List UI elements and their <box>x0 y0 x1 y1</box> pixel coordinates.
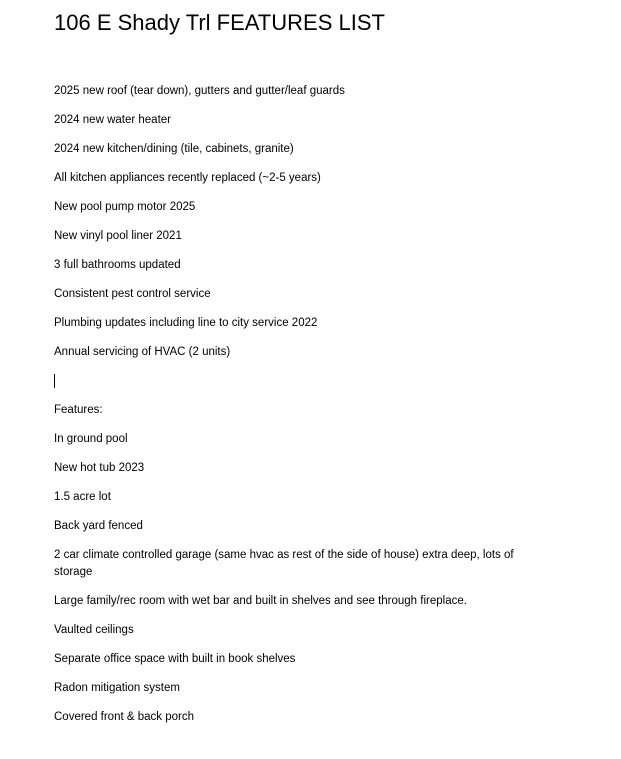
update-item: 2024 new water heater <box>54 114 171 126</box>
feature-item: Separate office space with built in book shelves <box>54 653 296 665</box>
feature-item: Radon mitigation system <box>54 682 180 694</box>
update-item: Consistent pest control service <box>54 288 211 300</box>
feature-item: Large family/rec room with wet bar and built in shelves and see through fireplace. <box>54 595 467 607</box>
feature-item: Vaulted ceilings <box>54 624 134 636</box>
feature-item: In ground pool <box>54 433 128 445</box>
document-title: 106 E Shady Trl FEATURES LIST <box>54 10 385 35</box>
update-item: 3 full bathrooms updated <box>54 259 181 271</box>
feature-item: Covered front & back porch <box>54 711 194 723</box>
update-item: 2025 new roof (tear down), gutters and gutter/leaf guards <box>54 85 345 97</box>
update-item: New pool pump motor 2025 <box>54 201 196 213</box>
feature-item: New hot tub 2023 <box>54 462 145 474</box>
text-cursor[interactable] <box>54 374 55 388</box>
update-item: Plumbing updates including line to city service 2022 <box>54 317 318 329</box>
update-item: New vinyl pool liner 2021 <box>54 230 182 242</box>
feature-item: 1.5 acre lot <box>54 491 111 503</box>
features-heading: Features: <box>54 404 103 416</box>
update-item: All kitchen appliances recently replaced (~2-5 years) <box>54 172 321 184</box>
feature-item: 2 car climate controlled garage (same hvac as rest of the side of house) extra deep, lots of storage <box>54 549 514 578</box>
update-item: Annual servicing of HVAC (2 units) <box>54 346 231 358</box>
feature-item: Back yard fenced <box>54 520 143 532</box>
update-item: 2024 new kitchen/dining (tile, cabinets, granite) <box>54 143 294 155</box>
